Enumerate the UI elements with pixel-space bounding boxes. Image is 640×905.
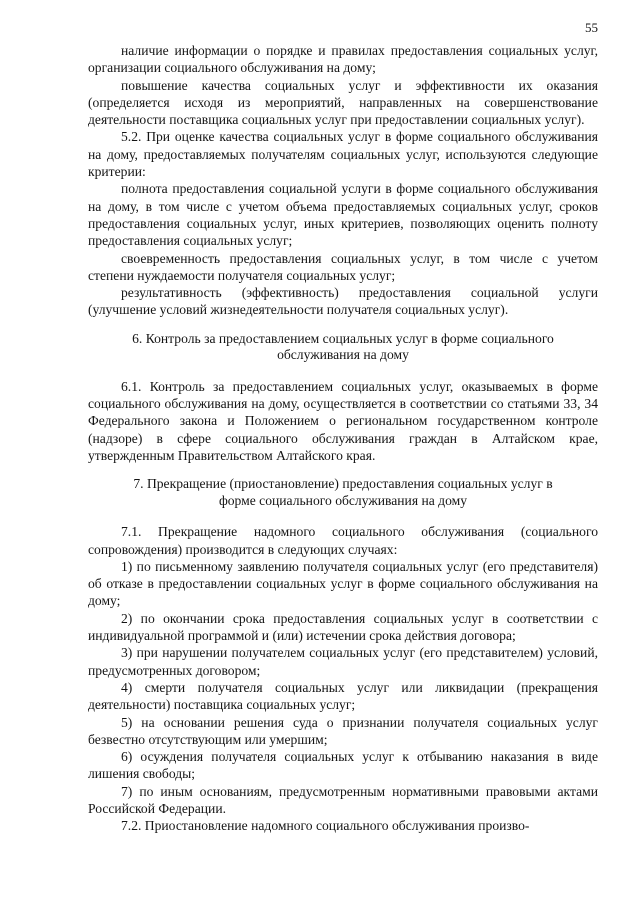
- list-item: 4) смерти получателя социальных услуг или ликвидации (прекращения деятельности) поставщика социальных услуг;: [88, 679, 598, 713]
- paragraph: повышение качества социальных услуг и эффективности их оказания (определяется исходя из мероприятий, направленных на совершенствование деятельности поставщика социальных услуг при предоставлении социальных услуг).: [88, 77, 598, 128]
- paragraph: 7.2. Приостановление надомного социального обслуживания произво-: [121, 818, 530, 834]
- paragraph: своевременность предоставления социальных услуг, в том числе с учетом степени нуждаемости получателя социальных услуг;: [88, 250, 598, 283]
- section-7-heading: 7. Прекращение (приостановление) предоставления социальных услуг в форме социального обслуживания на дому: [133, 476, 553, 508]
- list-item: 6) осуждения получателя социальных услуг к отбыванию наказания в виде лишения свободы;: [88, 749, 598, 782]
- list-item: 7) по иным основаниям, предусмотренным нормативными правовыми актами Российской Федерации.: [88, 783, 598, 816]
- paragraph: полнота предоставления социальной услуги в форме социального обслуживания на дому, в том числе с учетом объема предоставляемых социальных услуг, сроков предоставления социальных услуг, иных критериев, позволяющих оценить полноту предоставления социальных услуг;: [88, 181, 598, 249]
- list-item: 3) при нарушении получателем социальных услуг (его представителем) условий, предусмотренных договором;: [88, 645, 598, 678]
- document-body: [88, 42, 598, 835]
- page-number: 55: [585, 20, 598, 35]
- paragraph: 7.1. Прекращение надомного социального обслуживания (социального сопровождения) производится в следующих случаях:: [88, 524, 598, 557]
- paragraph: наличие информации о порядке и правилах предоставления социальных услуг, организации социального обслуживания на дому;: [88, 43, 598, 76]
- list-item: 1) по письменному заявлению получателя социальных услуг (его представителя) об отказе в предоставлении социальных услуг в форме социального обслуживания на дому;: [88, 558, 598, 609]
- paragraph: 6.1. Контроль за предоставлением социальных услуг, оказываемых в форме социального обслуживания на дому, осуществляется в соответствии со статьями 33, 34 Федерального закона и Положением о региональном государственном контроле (надзоре) в сфере социального обслуживания граждан в Алтайском крае, утвержденным Правительством Алтайского края.: [88, 378, 598, 463]
- section-6-heading: 6. Контроль за предоставлением социальных услуг в форме социального обслуживания на дому: [132, 330, 554, 363]
- list-item: 5) на основании решения суда о признании получателя социальных услуг безвестно отсутствующим или умершим;: [88, 714, 598, 747]
- paragraph: 5.2. При оценке качества социальных услуг в форме социального обслуживания на дому, предоставляемых получателям социальных услуг, используются следующие критерии:: [88, 129, 598, 180]
- list-item: 2) по окончании срока предоставления социальных услуг в соответствии с индивидуальной программой и (или) истечении срока действия договора;: [88, 610, 598, 644]
- paragraph: результативность (эффективность) предоставления социальной услуги (улучшение условий жизнедеятельности получателя социальных услуг).: [88, 285, 598, 318]
